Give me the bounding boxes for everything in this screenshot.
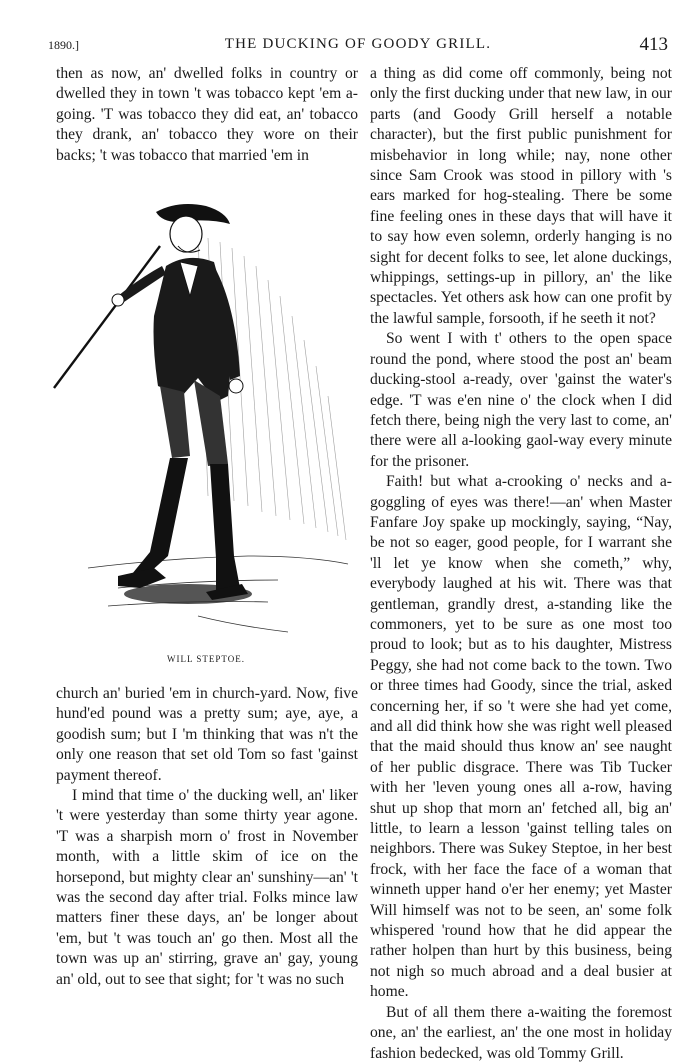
paragraph: a thing as did come off commonly, being not only the first ducking under that new law, in our parts (and Goody Grill herself a notable character), but the first public punishment for misbehavior in long while; nay, none other since Sam Crook was stood in pillory with 's ears marked for hog-stealing. There be some fine feeling ones in these days that will have it to say how even solemn, orderly hanging is no sight for decent folks to see, let alone duckings, whippings, settings-up in pillory, an' the like spectacles. Yet others ask how can one profit by the lawful sample, forsooth, if he seeth it not?	[370, 65, 672, 327]
paragraph: I mind that time o' the ducking well, an' liker 't were yesterday than some thirty year agone. 'T was a sharpish morn o' frost in November month, with a little skim of ice on the horsepond, but mighty clear an' sunshiny—an' 't was the second day after trial. Folks mince law matters finer these days, an' be longer about 'em, but 't was touch an' go then. Most all the town was up an' stirring, grave an' gay, young an' old, out to see that sight; for 't was no such	[56, 787, 358, 988]
right-column	[370, 64, 672, 1064]
paragraph: then as now, an' dwelled folks in country or dwelled they in town 't was tobacco kept 'em a-going. 'T was tobacco they did eat, an' tobacco they drank, an' tobacco they wore on their backs; 't was tobacco that married 'em in	[56, 65, 358, 164]
left-column-bottom	[56, 684, 358, 990]
paragraph: church an' buried 'em in church-yard. Now, five hund'ed pound was a pretty sum; aye, aye, a goodish sum; but I 'm thinking that was n't the only one reason that set old Tom so fast 'gainst payment thereof.	[56, 685, 358, 784]
paragraph: But of all them there a-waiting the foremost one, an' the earliest, an' the one most in holiday fashion bedecked, was old Tommy Grill.	[370, 1003, 672, 1062]
illustration-figure	[48, 196, 364, 666]
header-year: 1890.]	[48, 38, 79, 52]
figure-caption: WILL STEPTOE.	[167, 654, 245, 664]
page-number: 413	[639, 34, 668, 55]
running-head	[48, 34, 668, 58]
left-column-top	[56, 64, 358, 166]
header-title: THE DUCKING OF GOODY GRILL.	[224, 36, 492, 52]
will-steptoe-illustration	[48, 196, 364, 652]
paragraph: Faith! but what a-crooking o' necks and a-goggling of eyes was there!—an' when Master Fanfare Joy spake up mockingly, saying, “Nay, be not so eager, good people, for I warrant she 'll let ye know when she cometh,” why, everybody laughed at his wit. There was that gentleman, grandly drest, a-standing like the commoners, yet to be sure as one most too proud to look; but as to his daughter, Mistress Peggy, she had not come back to the town. Two or three times had Goody, since the trial, asked concerning her, if so 't were she had yet come, and all did think how she was right well pleased that the maid should thus know an' see naught of her public disgrace. There was Tib Tucker with her 'leven young ones all a-row, having shut up shop that morn an' fetched all, big an' little, to learn a lesson 'gainst telling tales on neighbors. There was Sukey Steptoe, in her best frock, with her face the face of a woman that winneth upper hand o'er her enemy; yet Master Will himself was not to be seen, an' some folk whispered 'round how that he did appear the rather holpen than hurt by this business, being not nigh so much abroad and a deal busier at home.	[370, 473, 672, 1001]
paragraph: So went I with t' others to the open space round the pond, where stood the post an' beam ducking-stool a-ready, over 'gainst the water's edge. 'T was e'en nine o' the clock when I did fetch there, being nigh the very last to come, an' there were all a-looking gaol-way every minute for the prisoner.	[370, 330, 672, 470]
